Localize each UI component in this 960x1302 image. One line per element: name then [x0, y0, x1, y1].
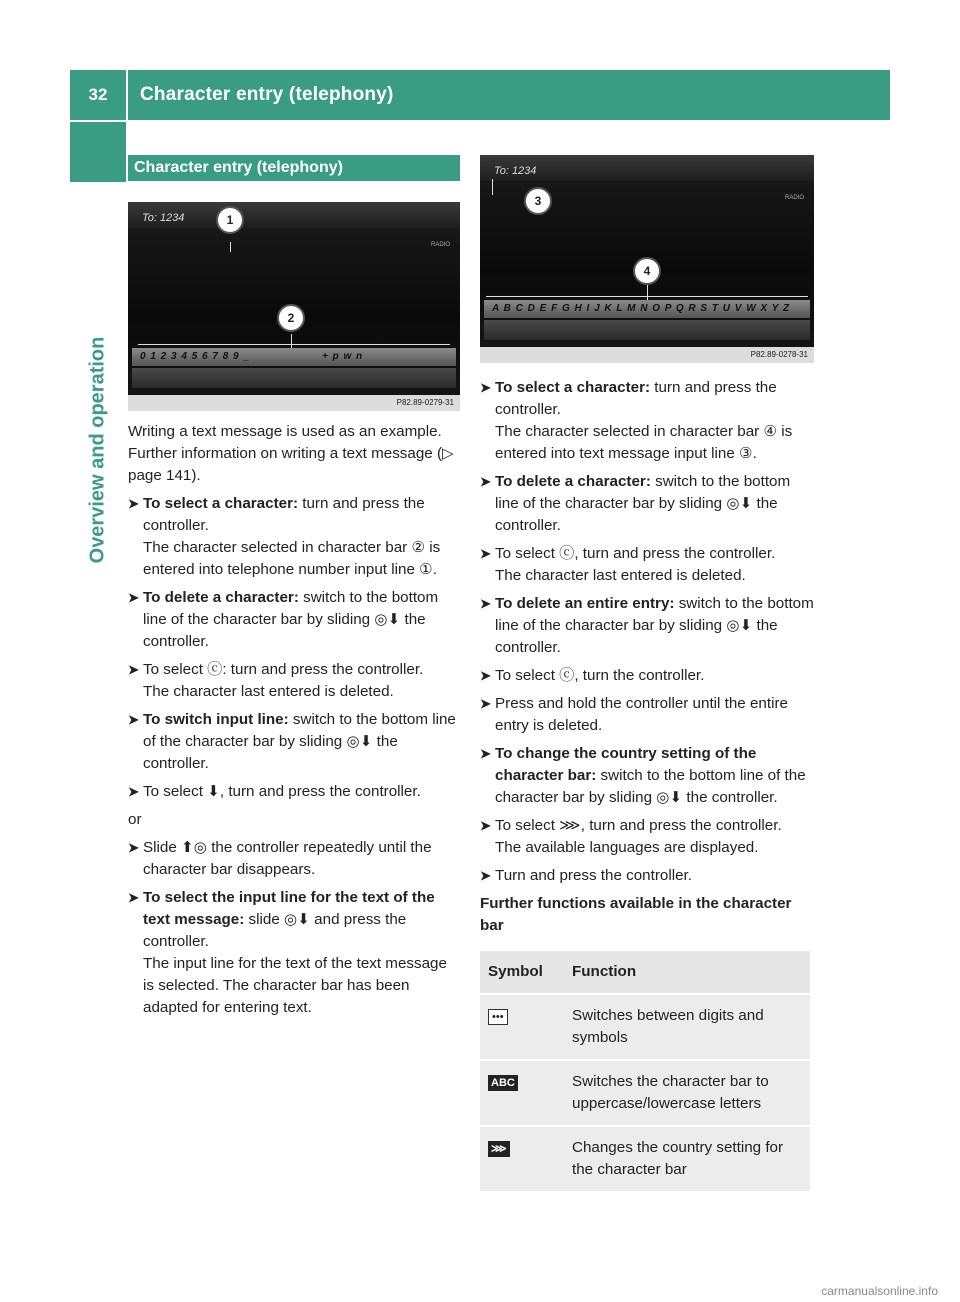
more-symbols-icon: •••: [488, 1009, 508, 1025]
instruction-item: ➤ To change the country setting of the character bar: switch to the bottom line of the character bar by sliding ◎⬇ the controller.: [480, 745, 806, 806]
section-title: Character entry (telephony): [128, 155, 460, 181]
radio-label: RADIO: [430, 242, 450, 248]
instruction-item: ➤ To select ⋙, turn and press the controller. The available languages are displayed.: [480, 817, 782, 856]
instruction-item: ➤ To select ⓒ: turn and press the controller. The character last entered is deleted.: [128, 661, 424, 700]
character-bar-bottom-line: [484, 320, 810, 340]
side-section-label: Overview and operation: [86, 336, 109, 564]
right-column: [480, 155, 814, 1191]
intro-paragraph: Writing a text message is used as an example. Further information on writing a text message (▷ page 141).: [128, 423, 454, 484]
arrow-icon: ➤: [128, 590, 139, 605]
character-bar-symbols: + p w n: [322, 351, 364, 362]
character-bar-digits: 0 1 2 3 4 5 6 7 8 9 _: [140, 351, 250, 362]
image-caption: P82.89-0279-31: [128, 395, 460, 411]
function-cell: Changes the country setting for the character bar: [564, 1126, 810, 1191]
instruction-item: ➤ Slide ⬆◎ the controller repeatedly until the character bar disappears.: [128, 839, 432, 878]
further-functions-heading: Further functions available in the character bar: [480, 895, 792, 934]
arrow-icon: ➤: [128, 784, 139, 799]
header-title: Character entry (telephony): [140, 84, 394, 105]
arrow-icon: ➤: [128, 712, 139, 727]
arrow-icon: ➤: [480, 668, 491, 683]
callout-1: 1: [216, 206, 244, 234]
arrow-icon: ➤: [128, 840, 139, 855]
symbol-cell: [480, 1126, 564, 1191]
instruction-item: ➤ To delete an entire entry: switch to the bottom line of the character bar by sliding ◎⬇ the controller.: [480, 595, 814, 656]
arrow-icon: ➤: [128, 496, 139, 511]
table-row: [480, 1060, 810, 1126]
country-setting-icon: ⋙: [488, 1141, 510, 1157]
side-tab-block: [70, 122, 126, 182]
instruction-item: ➤ Press and hold the controller until the entire entry is deleted.: [480, 695, 788, 734]
arrow-icon: ➤: [480, 868, 491, 883]
callout-2: 2: [277, 304, 305, 332]
display-screen: [480, 155, 814, 347]
instruction-item: ➤ To select the input line for the text of the text message: slide ◎⬇ and press the controller. The input line for the text of the text message is selected. The character bar has been adapted for entering text.: [128, 889, 447, 1016]
arrow-icon: ➤: [480, 546, 491, 561]
cursor-line: [492, 179, 493, 195]
abc-case-icon: ABC: [488, 1075, 518, 1091]
symbol-cell: [480, 994, 564, 1060]
arrow-icon: ➤: [480, 380, 491, 395]
callout-line: [647, 285, 648, 300]
instruction-item: ➤ To delete a character: switch to the bottom line of the character bar by sliding ◎⬇ the controller.: [128, 589, 439, 650]
instruction-item: ➤ To select ⓒ, turn the controller.: [480, 665, 814, 687]
instruction-item: ➤ To select a character: turn and press the controller. The character selected in character bar ④ is entered into text message input line ③.: [480, 379, 793, 462]
image-caption: P82.89-0278-31: [480, 347, 814, 363]
header-divider: [126, 70, 128, 120]
callout-4: 4: [633, 257, 661, 285]
arrow-icon: ➤: [128, 662, 139, 677]
instruction-item: ➤ To select ⓒ, turn and press the controller. The character last entered is deleted.: [480, 545, 776, 584]
functions-table: [480, 951, 810, 1191]
arrow-icon: ➤: [480, 746, 491, 761]
instruction-item: ➤ To select ⬇, turn and press the controller.: [128, 781, 460, 803]
character-bar: A B C D E F G H I J K L M N O P Q R S T U V W X Y Z: [484, 300, 810, 318]
screenshot-telephone-entry: [128, 202, 460, 411]
function-cell: Switches between digits and symbols: [564, 994, 810, 1060]
watermark: carmanualsonline.info: [821, 1284, 938, 1298]
or-text: or: [128, 811, 142, 828]
left-column: [128, 155, 460, 1019]
instruction-item: ➤ To select a character: turn and press the controller. The character selected in character bar ② is entered into telephone number input line ①.: [128, 495, 441, 578]
page-number: 32: [88, 85, 108, 104]
instruction-item: ➤ To switch input line: switch to the bottom line of the character bar by sliding ◎⬇ the controller.: [128, 711, 456, 772]
column-header-function: Function: [564, 951, 810, 994]
telephone-input-line: To: 1234: [142, 212, 185, 224]
table-row: [480, 1126, 810, 1191]
character-bar-bottom-line: [132, 368, 456, 388]
callout-3: 3: [524, 187, 552, 215]
display-screen: [128, 202, 460, 395]
callout-bracket: [138, 344, 450, 345]
column-header-symbol: Symbol: [480, 951, 564, 994]
callout-bracket: [486, 296, 808, 297]
table-row: [480, 994, 810, 1060]
radio-label: RADIO: [784, 195, 804, 201]
character-bar: [132, 348, 456, 366]
screenshot-text-entry: [480, 155, 814, 363]
instruction-item: ➤ To delete a character: switch to the bottom line of the character bar by sliding ◎⬇ the controller.: [480, 473, 791, 534]
arrow-icon: ➤: [128, 890, 139, 905]
arrow-icon: ➤: [480, 596, 491, 611]
arrow-icon: ➤: [480, 474, 491, 489]
text-message-to-line: To: 1234: [494, 165, 537, 177]
instruction-item: ➤ Turn and press the controller.: [480, 865, 814, 887]
arrow-icon: ➤: [480, 696, 491, 711]
table-header-row: [480, 951, 810, 994]
function-cell: Switches the character bar to uppercase/lowercase letters: [564, 1060, 810, 1126]
callout-line: [291, 334, 292, 348]
symbol-cell: [480, 1060, 564, 1126]
arrow-icon: ➤: [480, 818, 491, 833]
callout-line: [230, 242, 231, 252]
